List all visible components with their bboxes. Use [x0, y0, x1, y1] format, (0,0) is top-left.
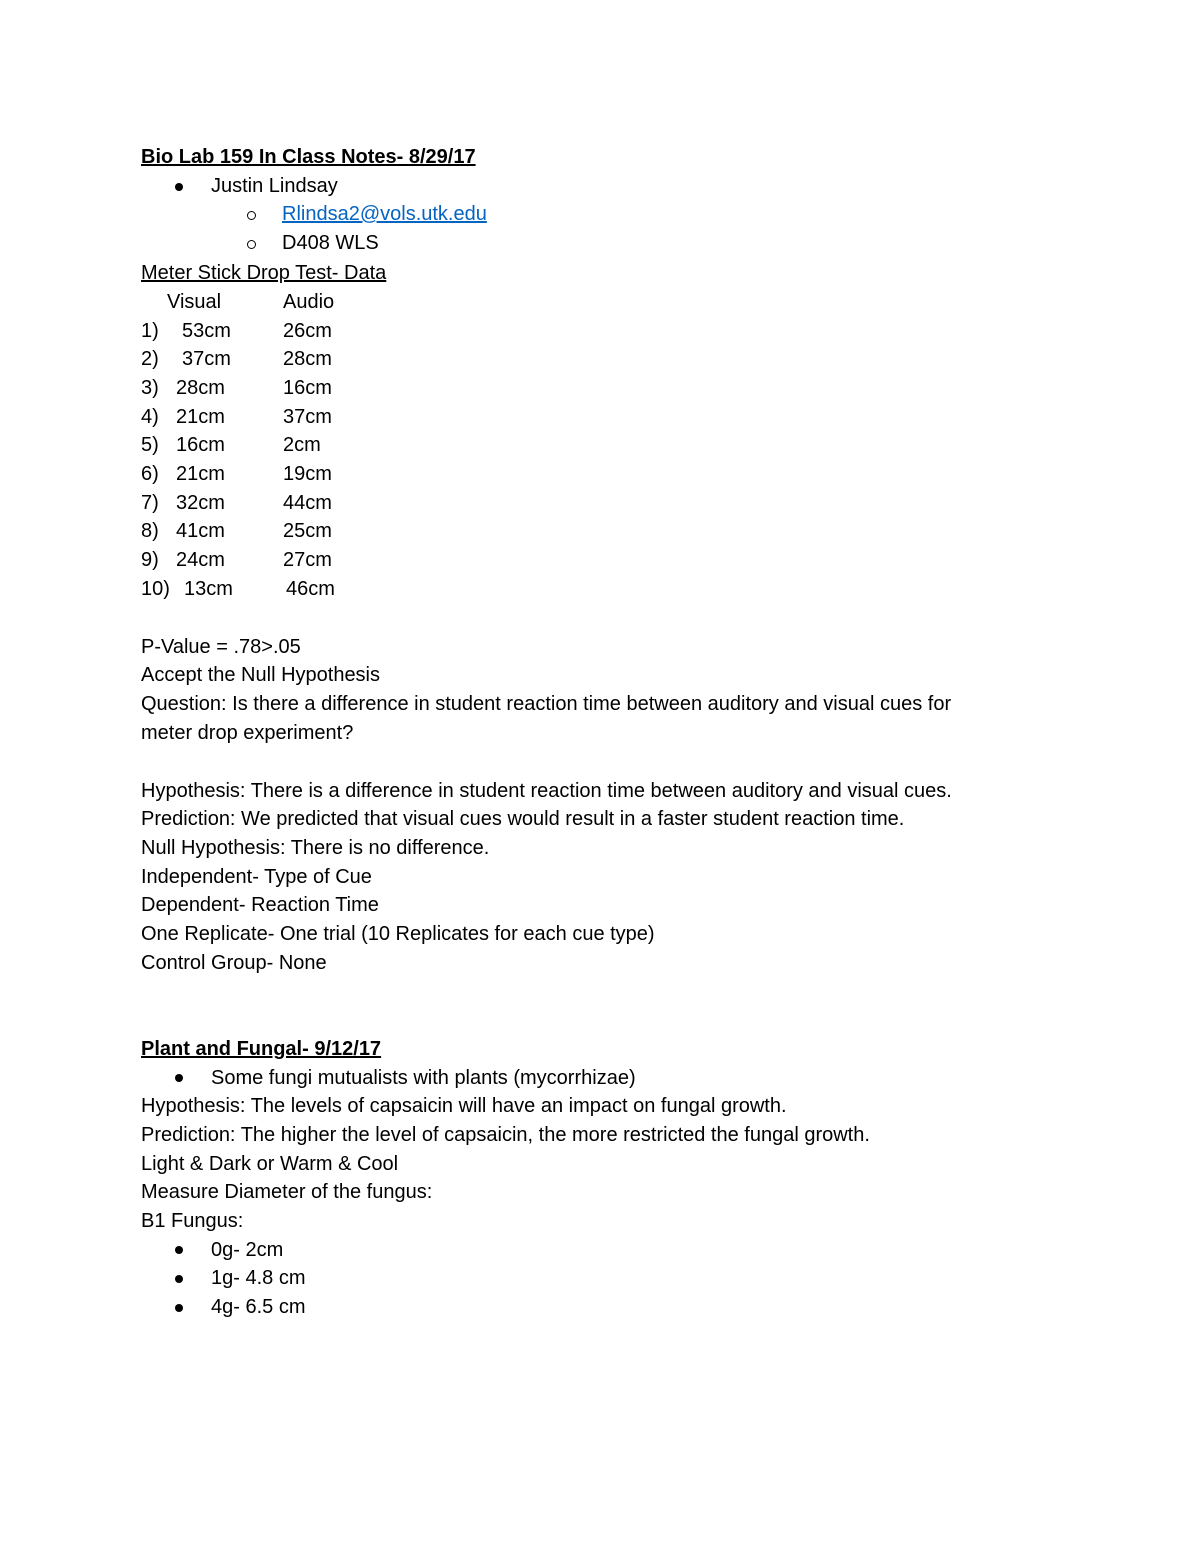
- row-number: 3): [141, 377, 159, 399]
- email-link[interactable]: Rlindsa2@vols.utk.edu: [282, 203, 487, 225]
- accept-null: Accept the Null Hypothesis: [141, 664, 381, 686]
- row-number: 5): [141, 434, 159, 456]
- hypothesis-2: Hypothesis: The levels of capsaicin will have an impact on fungal growth.: [141, 1095, 787, 1117]
- audio-value: 2cm: [283, 434, 321, 456]
- row-number: 10): [141, 578, 170, 600]
- null-hypothesis: Null Hypothesis: There is no difference.: [141, 837, 490, 859]
- row-number: 4): [141, 406, 159, 428]
- visual-value: 41cm: [176, 520, 225, 542]
- hypothesis: Hypothesis: There is a difference in student reaction time between auditory and visual cues.: [141, 780, 952, 802]
- visual-value: 24cm: [176, 549, 225, 571]
- visual-value: 21cm: [176, 406, 225, 428]
- visual-value: 13cm: [184, 578, 233, 600]
- instructor-name: Justin Lindsay: [211, 175, 338, 197]
- data-table-title: Meter Stick Drop Test- Data: [141, 262, 387, 284]
- section-title: Bio Lab 159 In Class Notes- 8/29/17: [141, 146, 476, 168]
- audio-value: 16cm: [283, 377, 332, 399]
- row-number: 2): [141, 348, 159, 370]
- audio-value: 44cm: [283, 492, 332, 514]
- audio-value: 46cm: [286, 578, 335, 600]
- bullet-icon: [175, 183, 183, 191]
- bullet-icon: [175, 1246, 183, 1254]
- fungus-label: B1 Fungus:: [141, 1210, 244, 1232]
- audio-value: 27cm: [283, 549, 332, 571]
- visual-value: 16cm: [176, 434, 225, 456]
- visual-value: 21cm: [176, 463, 225, 485]
- dependent-variable: Dependent- Reaction Time: [141, 894, 379, 916]
- audio-value: 28cm: [283, 348, 332, 370]
- prediction-2: Prediction: The higher the level of capsaicin, the more restricted the fungal growth.: [141, 1124, 870, 1146]
- control-group: Control Group- None: [141, 952, 327, 974]
- conditions: Light & Dark or Warm & Cool: [141, 1153, 399, 1175]
- visual-value: 37cm: [182, 348, 231, 370]
- visual-value: 28cm: [176, 377, 225, 399]
- prediction: Prediction: We predicted that visual cues would result in a faster student reaction time.: [141, 808, 905, 830]
- measurement-item: 4g- 6.5 cm: [211, 1296, 306, 1318]
- audio-value: 37cm: [283, 406, 332, 428]
- question-line-2: meter drop experiment?: [141, 722, 354, 744]
- audio-value: 26cm: [283, 320, 332, 342]
- measurement-item: 1g- 4.8 cm: [211, 1267, 306, 1289]
- row-number: 7): [141, 492, 159, 514]
- independent-variable: Independent- Type of Cue: [141, 866, 372, 888]
- section-title-2: Plant and Fungal- 9/12/17: [141, 1038, 382, 1060]
- column-header-visual: Visual: [167, 291, 222, 313]
- fungi-bullet: Some fungi mutualists with plants (mycorrhizae): [211, 1067, 636, 1089]
- row-number: 9): [141, 549, 159, 571]
- bullet-icon: [175, 1074, 183, 1082]
- row-number: 1): [141, 320, 159, 342]
- p-value: P-Value = .78>.05: [141, 636, 301, 658]
- column-header-audio: Audio: [283, 291, 335, 313]
- row-number: 8): [141, 520, 159, 542]
- bullet-icon: [175, 1275, 183, 1283]
- measurement-item: 0g- 2cm: [211, 1239, 284, 1261]
- visual-value: 32cm: [176, 492, 225, 514]
- visual-value: 53cm: [182, 320, 231, 342]
- office-location: D408 WLS: [282, 232, 379, 254]
- circle-bullet-icon: [247, 240, 256, 249]
- bullet-icon: [175, 1304, 183, 1312]
- circle-bullet-icon: [247, 211, 256, 220]
- replicate: One Replicate- One trial (10 Replicates for each cue type): [141, 923, 655, 945]
- audio-value: 25cm: [283, 520, 332, 542]
- measure-instruction: Measure Diameter of the fungus:: [141, 1181, 433, 1203]
- row-number: 6): [141, 463, 159, 485]
- question-line-1: Question: Is there a difference in student reaction time between auditory and visual cues for: [141, 693, 952, 715]
- audio-value: 19cm: [283, 463, 332, 485]
